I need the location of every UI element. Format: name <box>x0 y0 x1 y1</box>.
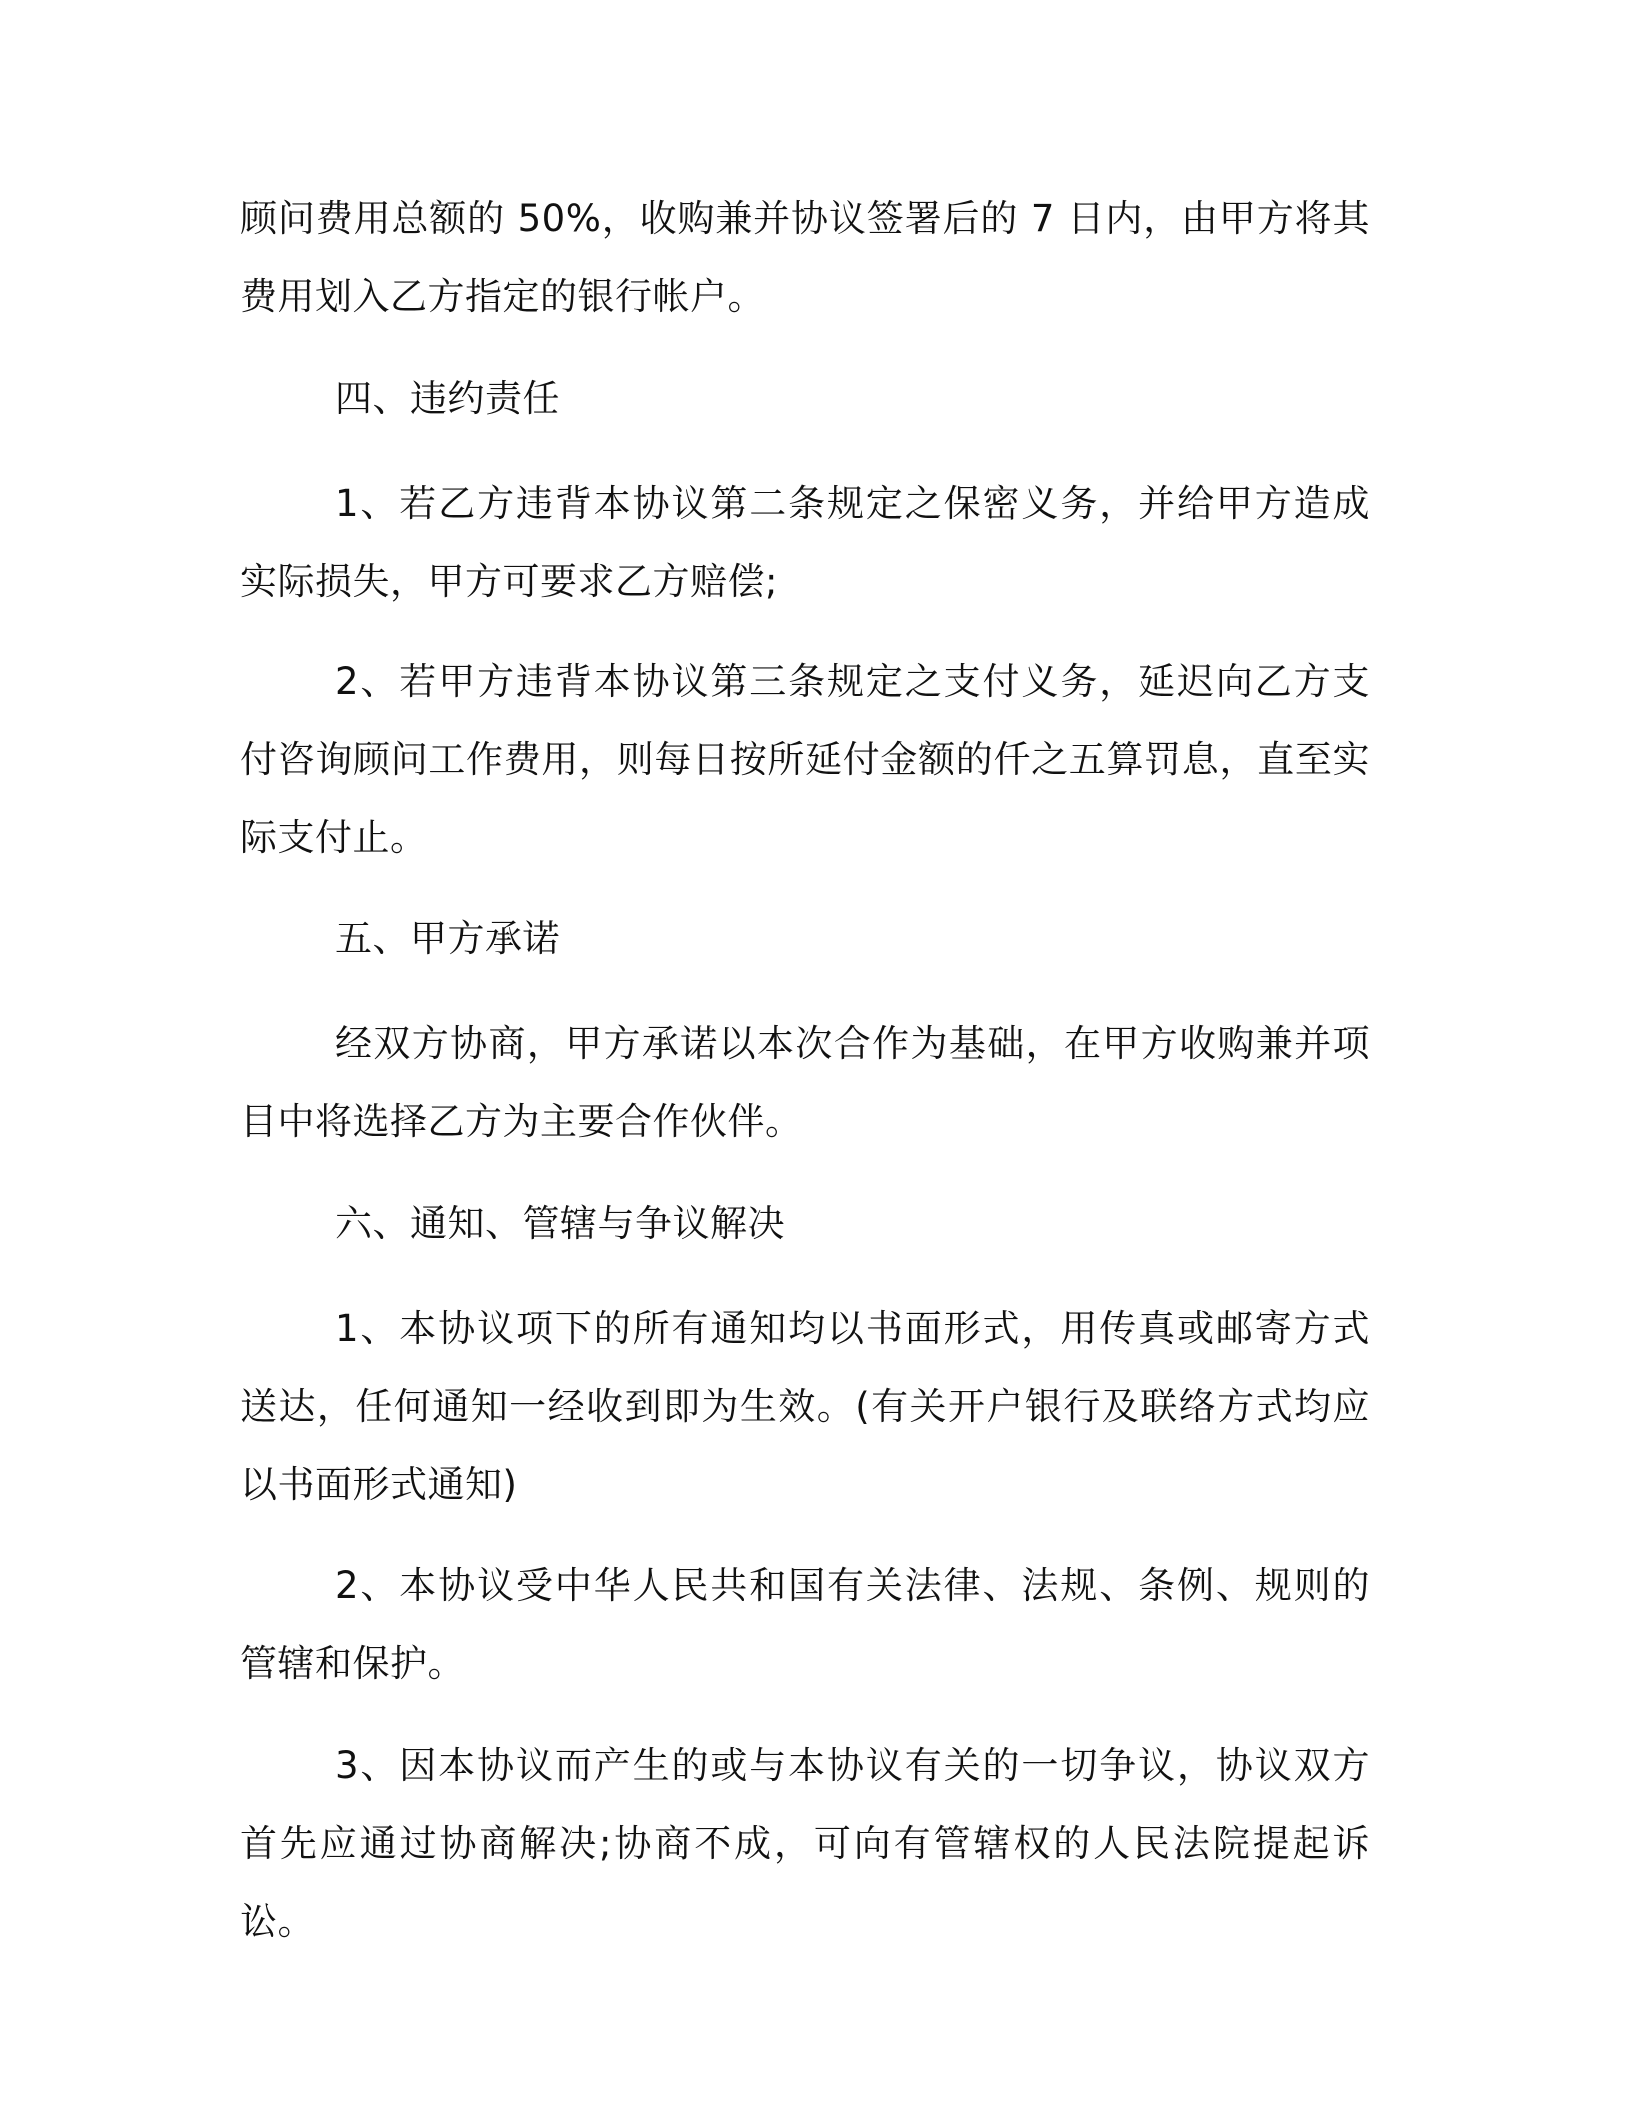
paragraph-breach-2: 2、若甲方违背本协议第三条规定之支付义务，延迟向乙方支付咨询顾问工作费用，则每日按所延付金额的仟之五算罚息，直至实际支付止。 <box>240 660 1370 859</box>
section-heading-party-a-commitment: 五、甲方承诺 <box>335 917 560 960</box>
paragraph-notice-3: 3、因本协议而产生的或与本协议有关的一切争议，协议双方首先应通过协商解决;协商不成，可向有管辖权的人民法院提起诉讼。 <box>240 1744 1370 1943</box>
paragraph-commitment: 经双方协商，甲方承诺以本次合作为基础，在甲方收购兼并项目中将选择乙方为主要合作伙伴。 <box>240 1022 1370 1143</box>
section-heading-breach-liability: 四、违约责任 <box>335 377 560 420</box>
paragraph-notice-1: 1、本协议项下的所有通知均以书面形式，用传真或邮寄方式送达，任何通知一经收到即为生效。(有关开户银行及联络方式均应以书面形式通知) <box>240 1307 1370 1506</box>
paragraph-notice-2: 2、本协议受中华人民共和国有关法律、法规、条例、规则的管辖和保护。 <box>240 1564 1370 1685</box>
paragraph-breach-1: 1、若乙方违背本协议第二条规定之保密义务，并给甲方造成实际损失，甲方可要求乙方赔偿; <box>240 482 1370 603</box>
section-heading-notice-jurisdiction: 六、通知、管辖与争议解决 <box>335 1202 785 1245</box>
paragraph-fee-payment: 顾问费用总额的 50%，收购兼并协议签署后的 7 日内，由甲方将其费用划入乙方指定的银行帐户。 <box>240 197 1370 318</box>
